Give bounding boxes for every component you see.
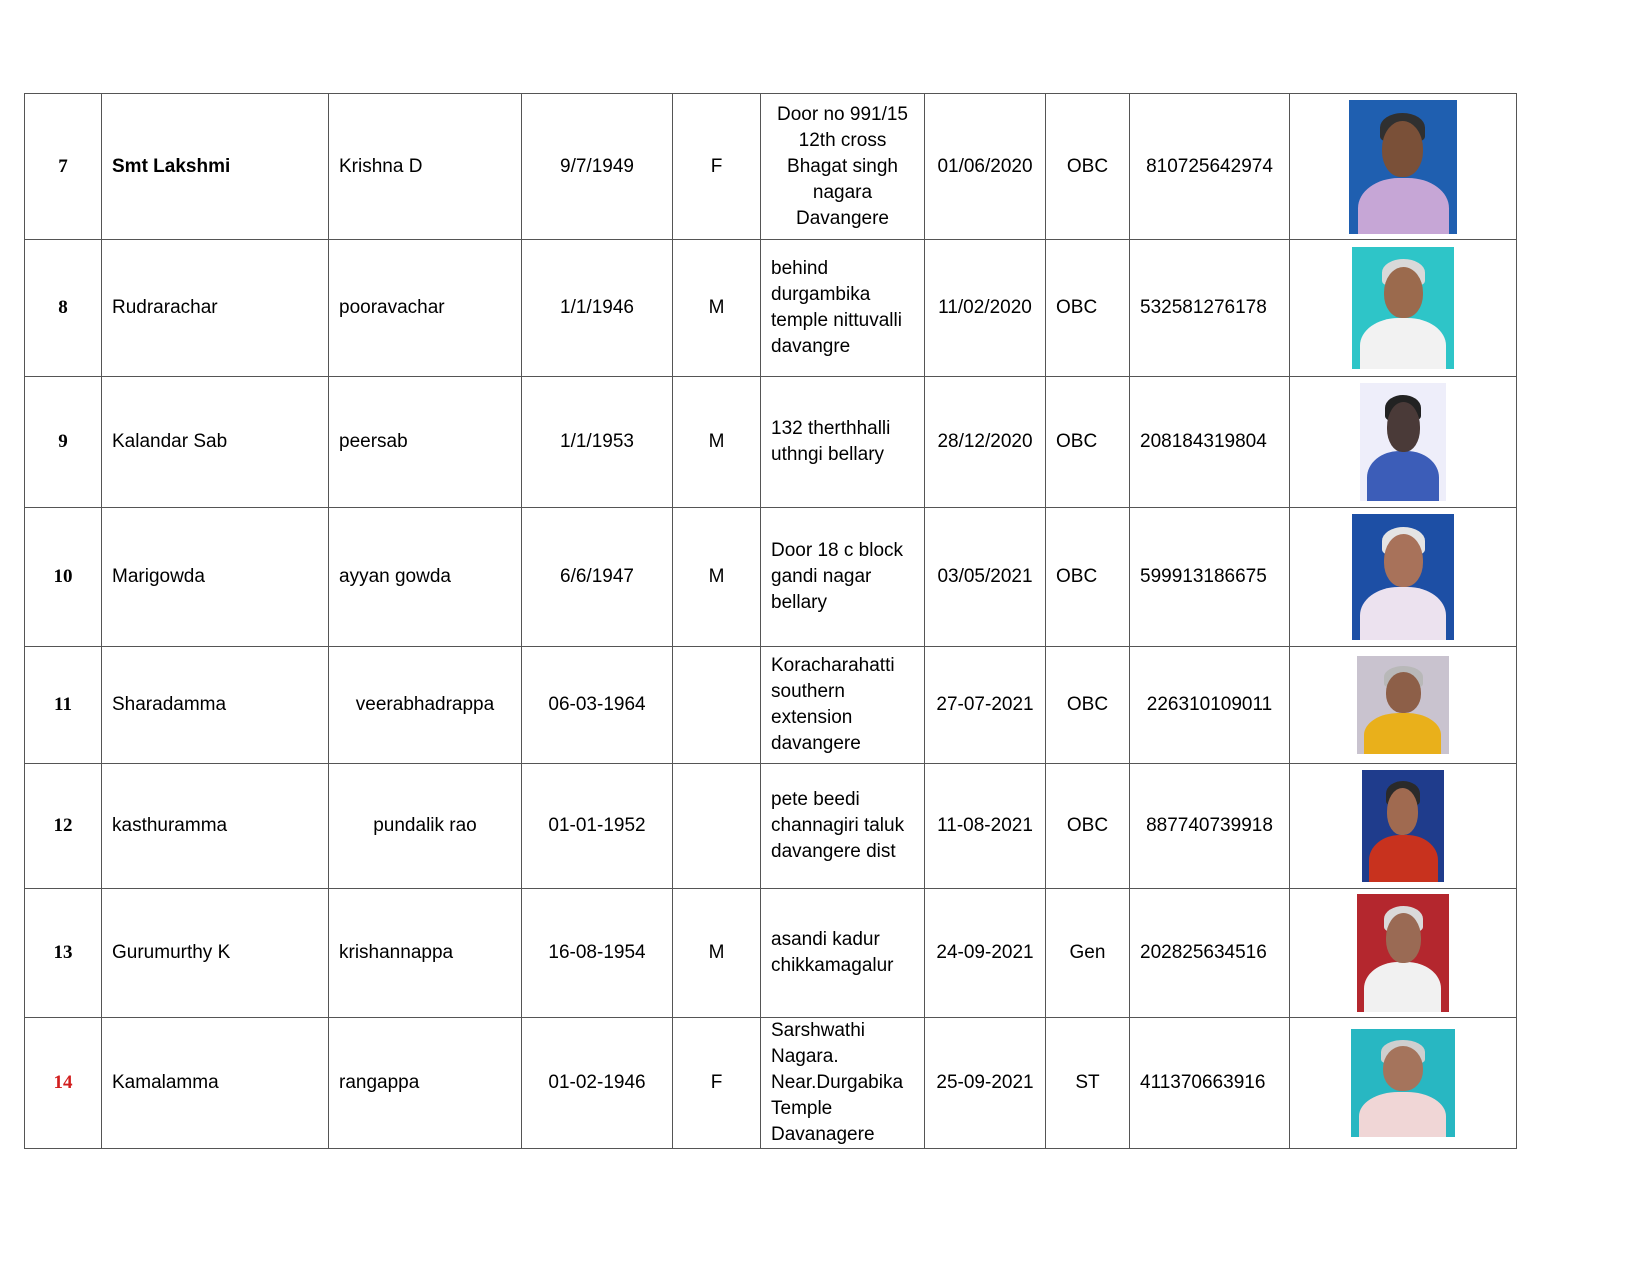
id-number: 887740739918 (1130, 764, 1290, 889)
father-name: pundalik rao (329, 764, 522, 889)
serial-number: 10 (25, 508, 102, 647)
person-name: Smt Lakshmi (102, 94, 329, 240)
gender: F (673, 94, 761, 240)
address-line: Davangere (796, 207, 889, 229)
id-number: 810725642974 (1130, 94, 1290, 240)
address-line: Koracharahatti (771, 655, 895, 676)
father-name: pooravachar (329, 240, 522, 377)
gender (673, 647, 761, 764)
address-line: extension (771, 707, 853, 728)
address-line: temple nittuvalli (771, 310, 902, 331)
table-row (25, 647, 1517, 764)
category: OBC (1046, 94, 1130, 240)
category: OBC (1046, 377, 1130, 508)
father-name: ayyan gowda (329, 508, 522, 647)
table-row (25, 377, 1517, 508)
address (761, 240, 925, 377)
gender: F (673, 1018, 761, 1149)
registration-date: 01/06/2020 (925, 94, 1046, 240)
table-body (25, 94, 1517, 1149)
gender: M (673, 889, 761, 1018)
person-name: Rudrarachar (102, 240, 329, 377)
table-row (25, 94, 1517, 240)
photo-cell (1290, 508, 1517, 647)
category: ST (1046, 1018, 1130, 1149)
person-photo (1357, 894, 1449, 1012)
father-name: veerabhadrappa (329, 647, 522, 764)
address (761, 889, 925, 1018)
father-name: Krishna D (329, 94, 522, 240)
serial-number: 8 (25, 240, 102, 377)
gender: M (673, 240, 761, 377)
category: OBC (1046, 508, 1130, 647)
category: OBC (1046, 240, 1130, 377)
address-line: pete beedi (771, 789, 860, 810)
records-table (24, 93, 1517, 1149)
table-row (25, 889, 1517, 1018)
person-name: Kalandar Sab (102, 377, 329, 508)
address (761, 377, 925, 508)
gender (673, 764, 761, 889)
registration-date: 28/12/2020 (925, 377, 1046, 508)
serial-number: 7 (25, 94, 102, 240)
person-name: Kamalamma (102, 1018, 329, 1149)
address-line: chikkamagalur (771, 955, 894, 976)
person-photo (1352, 514, 1454, 640)
date-of-birth: 9/7/1949 (522, 94, 673, 240)
address-line: Bhagat singh (787, 155, 898, 177)
address-line: davangere (771, 733, 861, 754)
date-of-birth: 06-03-1964 (522, 647, 673, 764)
father-name: krishannappa (329, 889, 522, 1018)
address-line: 12th cross (798, 129, 887, 151)
id-number: 208184319804 (1130, 377, 1290, 508)
address-line: channagiri taluk (771, 815, 905, 836)
father-name: rangappa (329, 1018, 522, 1149)
person-name: kasthuramma (102, 764, 329, 889)
person-name: Sharadamma (102, 647, 329, 764)
person-photo (1352, 247, 1454, 369)
date-of-birth: 1/1/1953 (522, 377, 673, 508)
registration-date: 11/02/2020 (925, 240, 1046, 377)
serial-number: 12 (25, 764, 102, 889)
person-photo (1360, 383, 1446, 501)
serial-number: 14 (25, 1018, 102, 1149)
address-line: behind (771, 258, 829, 279)
id-number: 202825634516 (1130, 889, 1290, 1018)
person-photo (1357, 656, 1449, 754)
registration-date: 24-09-2021 (925, 889, 1046, 1018)
photo-cell (1290, 1018, 1517, 1149)
serial-number: 11 (25, 647, 102, 764)
id-number: 411370663916 (1130, 1018, 1290, 1149)
address-line: Door 18 c block (771, 540, 904, 561)
photo-cell (1290, 764, 1517, 889)
registration-date: 27-07-2021 (925, 647, 1046, 764)
address-line: 132 therthhalli (771, 418, 891, 439)
table-row (25, 508, 1517, 647)
father-name: peersab (329, 377, 522, 508)
serial-number: 9 (25, 377, 102, 508)
address-line: nagara (812, 181, 873, 203)
person-photo (1349, 100, 1457, 234)
registration-date: 25-09-2021 (925, 1018, 1046, 1149)
id-number: 599913186675 (1130, 508, 1290, 647)
gender: M (673, 377, 761, 508)
address (761, 508, 925, 647)
photo-cell (1290, 647, 1517, 764)
address (761, 94, 925, 240)
address-line: Near.Durgabika (771, 1072, 904, 1093)
person-photo (1362, 770, 1444, 882)
person-photo (1351, 1029, 1455, 1137)
date-of-birth: 16-08-1954 (522, 889, 673, 1018)
address-line: Temple (771, 1098, 833, 1119)
category: OBC (1046, 647, 1130, 764)
table-row (25, 1018, 1517, 1149)
date-of-birth: 1/1/1946 (522, 240, 673, 377)
photo-cell (1290, 240, 1517, 377)
registration-date: 03/05/2021 (925, 508, 1046, 647)
id-number: 226310109011 (1130, 647, 1290, 764)
address-line: bellary (771, 592, 827, 613)
address (761, 764, 925, 889)
address-line: gandi nagar (771, 566, 872, 587)
photo-cell (1290, 889, 1517, 1018)
category: Gen (1046, 889, 1130, 1018)
date-of-birth: 01-01-1952 (522, 764, 673, 889)
table-row (25, 240, 1517, 377)
person-name: Marigowda (102, 508, 329, 647)
address-line: Door no 991/15 (777, 103, 908, 125)
table-row (25, 764, 1517, 889)
address-line: Sarshwathi (771, 1020, 865, 1041)
photo-cell (1290, 94, 1517, 240)
address-line: durgambika (771, 284, 871, 305)
date-of-birth: 01-02-1946 (522, 1018, 673, 1149)
address-line: Davanagere (771, 1124, 875, 1145)
id-number: 532581276178 (1130, 240, 1290, 377)
gender: M (673, 508, 761, 647)
photo-cell (1290, 377, 1517, 508)
category: OBC (1046, 764, 1130, 889)
address-line: uthngi bellary (771, 444, 885, 465)
address (761, 647, 925, 764)
person-name: Gurumurthy K (102, 889, 329, 1018)
address-line: asandi kadur (771, 929, 880, 950)
address-line: davangere dist (771, 841, 896, 862)
address-line: Nagara. (771, 1046, 839, 1067)
address (761, 1018, 925, 1149)
address-line: davangre (771, 336, 851, 357)
date-of-birth: 6/6/1947 (522, 508, 673, 647)
serial-number: 13 (25, 889, 102, 1018)
address-line: southern (771, 681, 845, 702)
registration-date: 11-08-2021 (925, 764, 1046, 889)
